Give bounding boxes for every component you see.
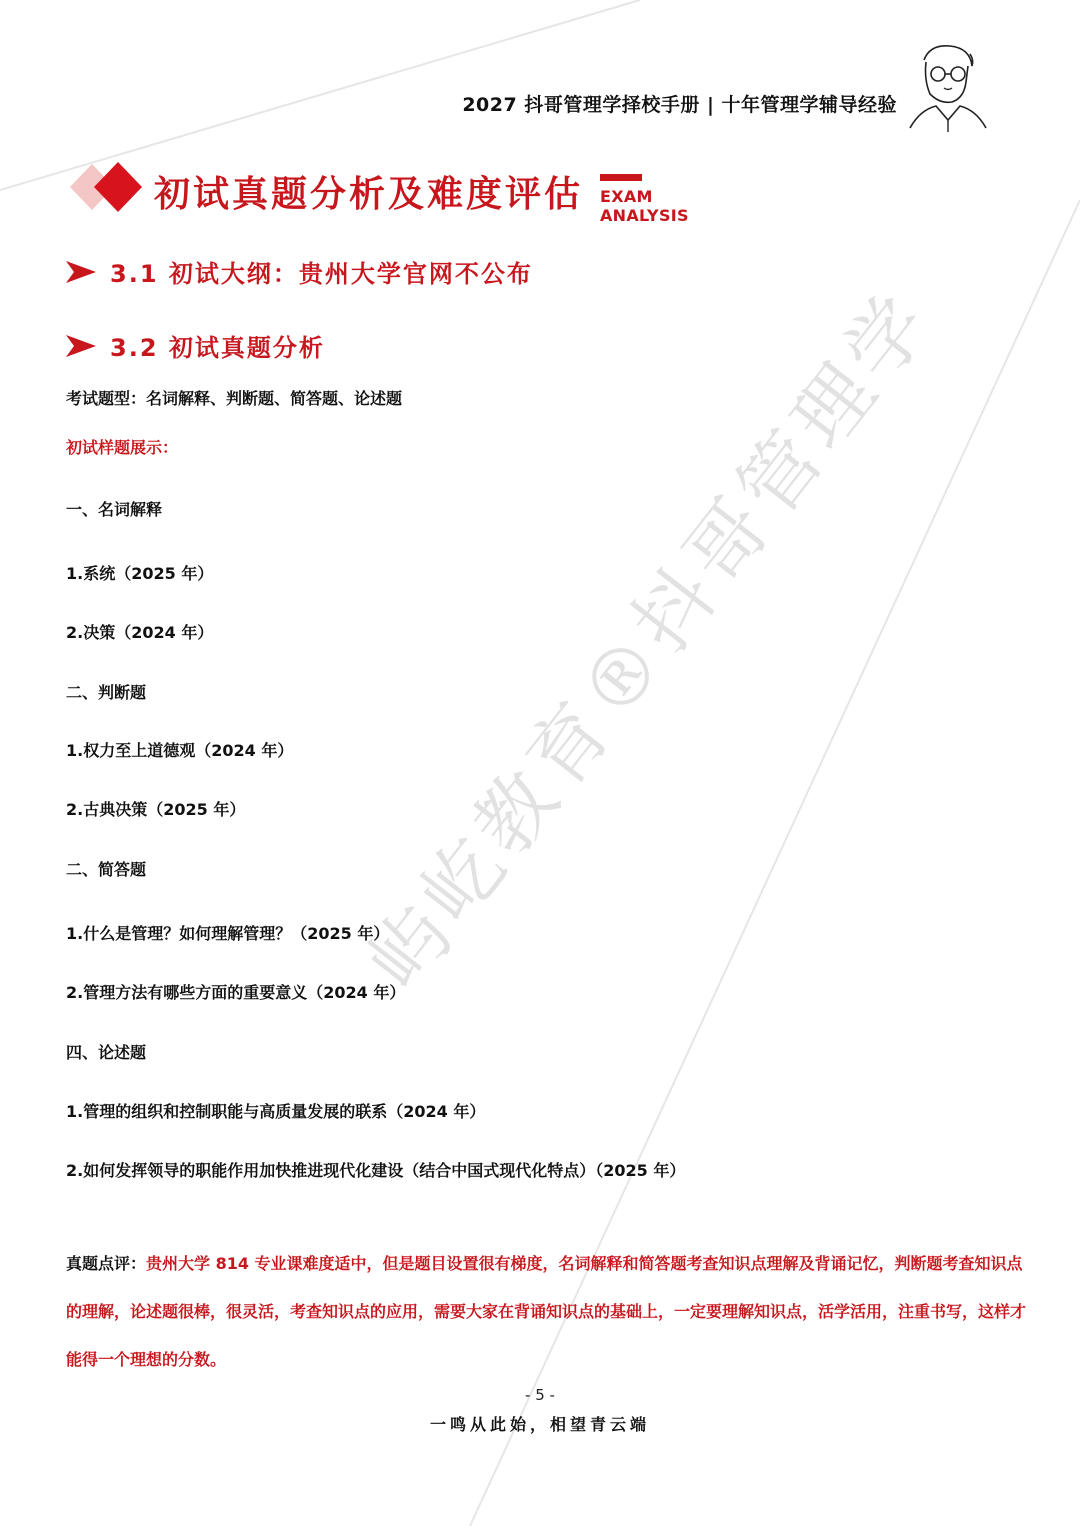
sample-heading: 初试样题展示： (66, 438, 179, 457)
page-number: - 5 - (525, 1386, 555, 1404)
question-item: 1.权力至上道德观（2024 年） (66, 741, 294, 760)
question-item: 2.决策（2024 年） (66, 623, 214, 642)
group-title: 二、简答题 (66, 860, 147, 879)
exam-comment-body: 贵州大学 814 专业课难度适中，但是题目设置很有梯度，名词解释和简答题考查知识点理解及背诵记忆，判断题考查知识点的理解，论述题很棒，很灵活，考查知识点的应用，需要大家在背诵知识点的基础上，一定要理解知识点，活学活用，注重书写，这样才能得一个理想的分数。 (66, 1254, 1027, 1369)
group-title: 一、名词解释 (66, 500, 163, 519)
accent-bar (600, 174, 642, 181)
teacher-avatar-icon (900, 40, 992, 132)
exam-analysis-tag (600, 174, 740, 225)
exam-comment (66, 1240, 1026, 1384)
chevron-arrow-icon (66, 261, 96, 283)
group-title: 二、判断题 (66, 683, 147, 702)
section-title: 初试真题分析及难度评估 (154, 174, 584, 215)
exam-types: 考试题型：名词解释、判断题、简答题、论述题 (66, 389, 403, 408)
chevron-arrow-icon (66, 335, 96, 357)
subsection-heading-outline (66, 254, 533, 289)
exam-analysis-label: EXAM ANALYSIS (600, 187, 689, 225)
group-title: 四、论述题 (66, 1043, 147, 1062)
question-item: 1.系统（2025 年） (66, 564, 214, 583)
question-item: 1.管理的组织和控制职能与高质量发展的联系（2024 年） (66, 1102, 486, 1121)
header-title: 2027 抖哥管理学择校手册 | 十年管理学辅导经验 (462, 94, 897, 116)
question-item: 2.古典决策（2025 年） (66, 800, 246, 819)
diamond-logo-icon (70, 160, 144, 214)
subsection-label: 3.1 初试大纲：贵州大学官网不公布 (110, 260, 533, 288)
question-item: 2.管理方法有哪些方面的重要意义（2024 年） (66, 983, 406, 1002)
exam-comment-lead: 真题点评： (66, 1254, 147, 1273)
question-item: 1.什么是管理？如何理解管理？（2025 年） (66, 924, 390, 943)
subsection-label: 3.2 初试真题分析 (110, 334, 325, 362)
subsection-heading-analysis (66, 328, 325, 363)
watermark: 屿屹教育®抖哥管理学 (351, 274, 952, 1008)
footer-slogan: 一鸣从此始，相望青云端 (429, 1415, 650, 1434)
question-item: 2.如何发挥领导的职能作用加快推进现代化建设（结合中国式现代化特点）（2025 年） (66, 1161, 686, 1180)
